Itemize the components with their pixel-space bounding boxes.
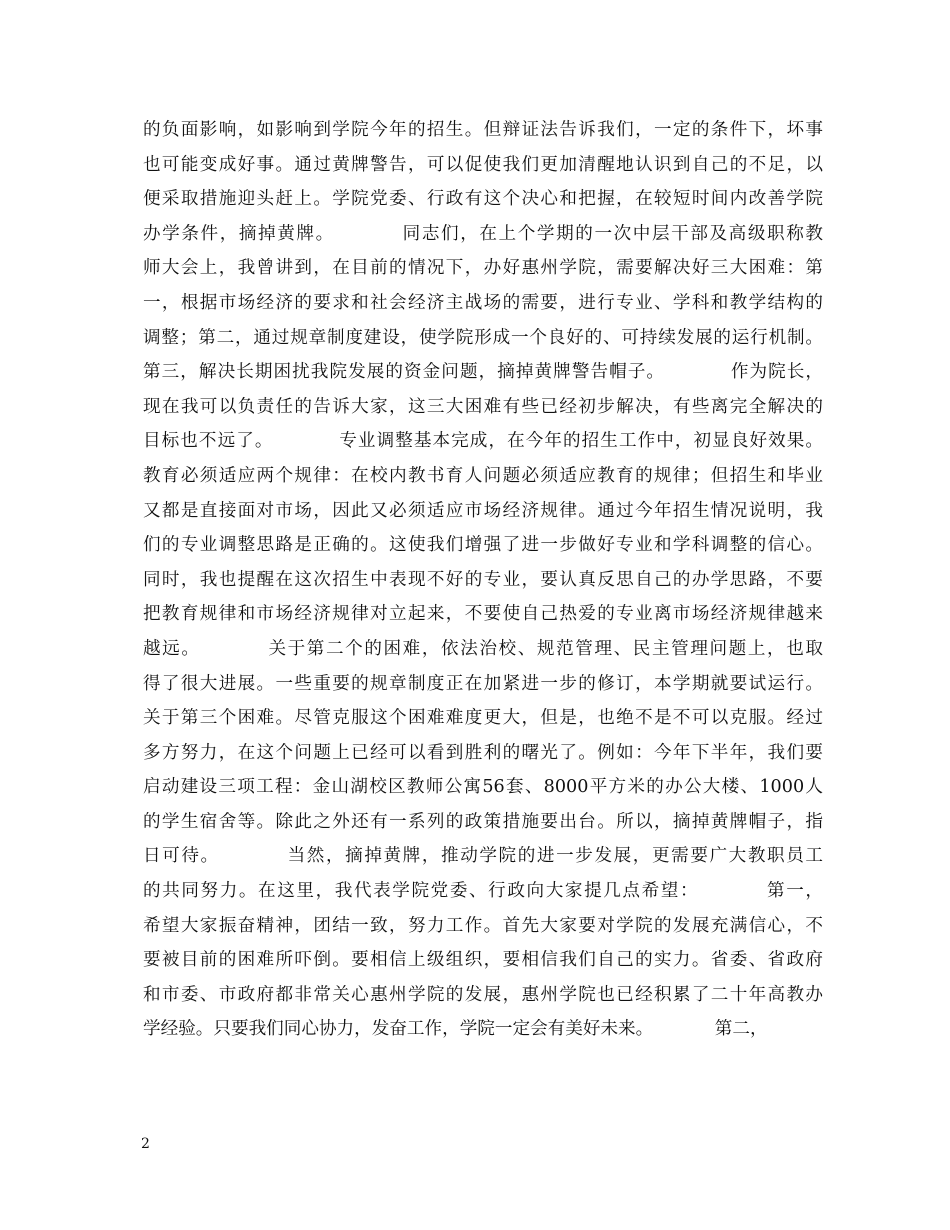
text-line: 们的专业调整思路是正确的。这使我们增强了进一步做好专业和学科调整的信心。 [143, 535, 823, 556]
page-number: 2 [141, 1136, 150, 1152]
text-line: 关于第三个困难。尽管克服这个困难难度更大，但是，也绝不是不可以克服。经过 [143, 708, 823, 729]
text-line: 现在我可以负责任的告诉大家，这三大困难有些已经初步解决，有些离完全解决的 [143, 396, 823, 417]
text-line: 多方努力，在这个问题上已经可以看到胜利的曙光了。例如：今年下半年，我们要 [143, 742, 823, 763]
text-line: 启动建设三项工程：金山湖校区教师公寓56套、8000平方米的办公大楼、1000人 [143, 777, 823, 798]
text-line: 目标也不远了。 专业调整基本完成，在今年的招生工作中，初显良好效果。 [143, 431, 823, 452]
text-line: 日可待。 当然，摘掉黄牌，推动学院的进一步发展，更需要广大教职员工 [143, 846, 823, 867]
text-line: 的负面影响，如影响到学院今年的招生。但辩证法告诉我们，一定的条件下，坏事 [143, 120, 823, 140]
body-text [143, 113, 823, 1047]
text-line: 希望大家振奋精神，团结一致，努力工作。首先大家要对学院的发展充满信心，不 [143, 915, 823, 936]
text-line: 调整；第二，通过规章制度建设，使学院形成一个良好的、可持续发展的运行机制。 [143, 327, 823, 348]
text-line: 和市委、市政府都非常关心惠州学院的发展，惠州学院也已经积累了二十年高教办 [143, 984, 823, 1005]
text-line: 师大会上，我曾讲到，在目前的情况下，办好惠州学院，需要解决好三大困难：第 [143, 258, 823, 279]
text-line: 越远。 关于第二个的困难，依法治校、规范管理、民主管理问题上，也取 [143, 638, 823, 659]
text-line: 要被目前的困难所吓倒。要相信上级组织，要相信我们自己的实力。省委、省政府 [143, 950, 823, 971]
text-line: 把教育规律和市场经济规律对立起来，不要使自己热爱的专业离市场经济规律越来 [143, 604, 823, 625]
text-line: 教育必须适应两个规律：在校内教书育人问题必须适应教育的规律；但招生和毕业 [143, 465, 823, 486]
text-line: 的学生宿舍等。除此之外还有一系列的政策措施要出台。所以，摘掉黄牌帽子，指 [143, 811, 823, 832]
text-line: 得了很大进展。一些重要的规章制度正在加紧进一步的修订，本学期就要试运行。 [143, 673, 823, 694]
text-line: 一，根据市场经济的要求和社会经济主战场的需要，进行专业、学科和教学结构的 [143, 292, 823, 313]
text-line: 办学条件，摘掉黄牌。 同志们，在上个学期的一次中层干部及高级职称教 [143, 223, 823, 244]
text-line: 学经验。只要我们同心协力，发奋工作，学院一定会有美好未来。 第二， [143, 1019, 768, 1040]
text-line: 同时，我也提醒在这次招生中表现不好的专业，要认真反思自己的办学思路，不要 [143, 569, 823, 590]
text-line: 也可能变成好事。通过黄牌警告，可以促使我们更加清醒地认识到自己的不足，以 [143, 154, 823, 175]
text-line: 第三，解决长期困扰我院发展的资金问题，摘掉黄牌警告帽子。 作为院长， [143, 362, 823, 383]
text-line: 又都是直接面对市场，因此又必须适应市场经济规律。通过今年招生情况说明，我 [143, 500, 823, 521]
text-line: 的共同努力。在这里，我代表学院党委、行政向大家提几点希望： 第一， [143, 881, 823, 902]
text-line: 便采取措施迎头赶上。学院党委、行政有这个决心和把握，在较短时间内改善学院 [143, 189, 823, 210]
